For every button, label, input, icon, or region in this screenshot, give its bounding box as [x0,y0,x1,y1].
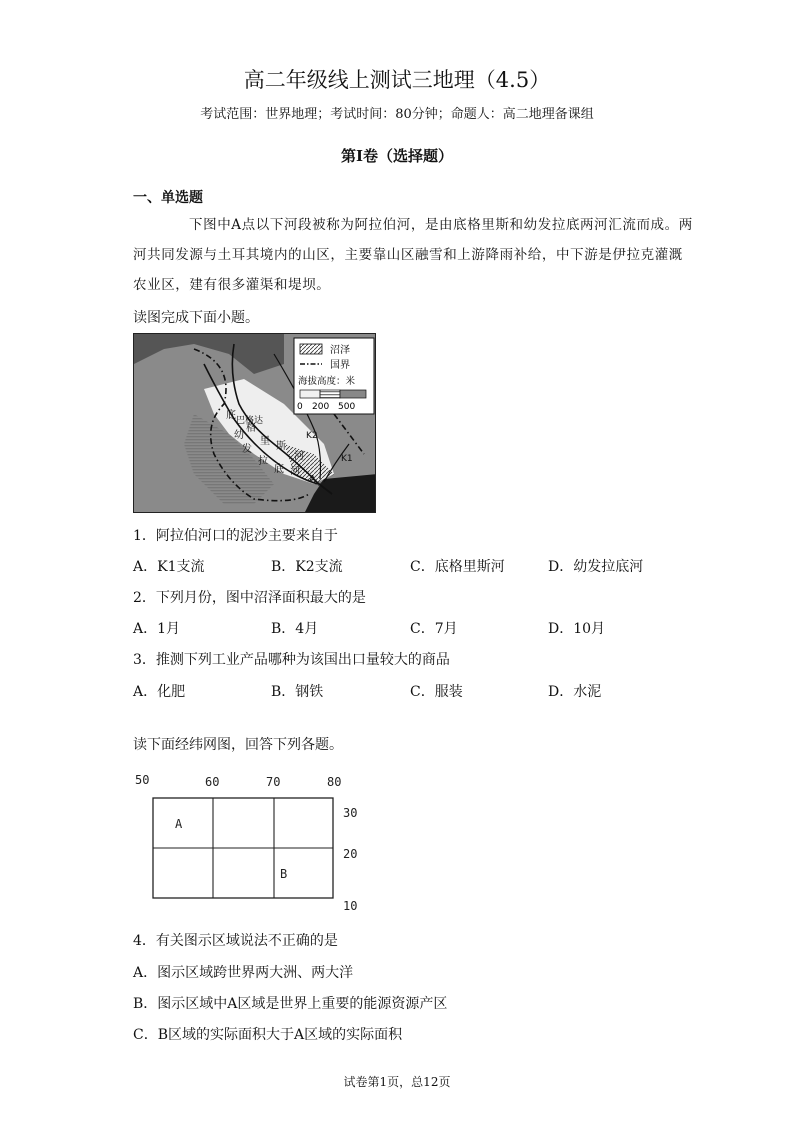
grid-cell-b-label: B [280,867,288,881]
question-2-stem: 2．下列月份，图中沼泽面积最大的是 [133,590,366,606]
exam-subtitle: 考试范围：世界地理；考试时间：80分钟；命题人：高二地理备课组 [200,107,594,122]
exam-title: 高二年级线上测试三地理（4.5） [243,68,551,92]
legend-border-label: 国界 [330,360,350,371]
legend-marsh-label: 沼泽 [330,345,350,356]
legend-elevation-label: 海拔高度：米 [298,376,356,387]
question-2-option-d[interactable]: D．10月 [548,621,606,637]
question-4-stem: 4．有关图示区域说法不正确的是 [133,933,338,949]
question-4-option-a[interactable]: A．图示区域跨世界两大洲、两大洋 [133,965,354,981]
tigris-label-5: 河 [294,451,304,462]
lon-label-50: 50 [135,773,150,787]
euphrates-label-5: 河 [290,466,300,477]
river-map-graphic [134,334,376,513]
question-1-stem: 1．阿拉伯河口的泥沙主要来自于 [133,528,338,544]
legend-elev-high [340,390,366,398]
legend-scale-0: 0 [297,402,303,412]
point-a-label: A [309,474,316,485]
tigris-label-4: 斯 [276,441,286,452]
question-1-option-a[interactable]: A．K1支流 [133,559,205,575]
euphrates-label-4: 底 [274,464,284,475]
lat-label-10: 10 [343,899,358,913]
tigris-label-3: 里 [260,436,270,447]
lat-label-20: 20 [343,847,358,861]
lon-label-80: 80 [327,775,342,789]
intro-text: 下图中A点以下河段被称为阿拉伯河，是由底格里斯和幼发拉底两河汇流而成。两河共同发源与土耳其境内的山区，主要靠山区融雪和上游降雨补给，中下游是伊拉克灌溉农业区，建有很多灌渠和堤坝。 [133,217,693,293]
intro-paragraph [133,210,693,300]
question-2-option-a[interactable]: A．1月 [133,621,181,637]
question-2-option-b[interactable]: B．4月 [271,621,319,637]
river-map [133,333,376,513]
legend-scale-200: 200 [312,402,330,412]
part-title: 第I卷（选择题） [340,147,454,165]
question-1-option-c[interactable]: C．底格里斯河 [410,559,505,575]
question-2-option-c[interactable]: C．7月 [410,621,458,637]
baghdad-label: 巴格达 [236,416,264,426]
latlon-grid-graphic [133,770,363,915]
legend-marsh-swatch [300,344,322,354]
lon-label-60: 60 [205,775,220,789]
question-3-stem: 3．推测下列工业产品哪种为该国出口量较大的商品 [133,652,450,668]
section-title: 一、单选题 [133,190,203,206]
question-4-option-b[interactable]: B．图示区域中A区域是世界上重要的能源资源产区 [133,996,448,1012]
tigris-label-1: 底 [226,410,236,421]
question-4-option-c[interactable]: C．B区域的实际面积大于A区域的实际面积 [133,1027,403,1043]
grid-intro: 读下面经纬网图，回答下列各题。 [133,737,343,753]
grid-cell-a-label: A [175,817,183,831]
question-3-option-b[interactable]: B．钢铁 [271,684,324,700]
question-3-option-a[interactable]: A．化肥 [133,684,186,700]
k1-label: K1 [341,454,353,464]
question-3-option-c[interactable]: C．服装 [410,684,463,700]
question-3-option-d[interactable]: D．水泥 [548,684,602,700]
legend-elev-low [300,390,320,398]
euphrates-label-1: 幼 [234,430,244,441]
lon-label-70: 70 [266,775,281,789]
question-1-option-d[interactable]: D．幼发拉底河 [548,559,644,575]
legend-scale-500: 500 [338,402,356,412]
question-1-option-b[interactable]: B．K2支流 [271,559,343,575]
euphrates-label-3: 拉 [258,456,268,467]
k2-label: K2 [306,431,318,441]
legend-elev-mid [320,390,340,398]
lat-label-30: 30 [343,806,358,820]
euphrates-label-2: 发 [242,444,252,455]
tigris-label-2: 格 [246,423,256,434]
page-footer: 试卷第1页，总12页 [343,1075,451,1089]
latlon-grid [133,770,363,915]
intro-instruction: 读图完成下面小题。 [133,310,259,326]
